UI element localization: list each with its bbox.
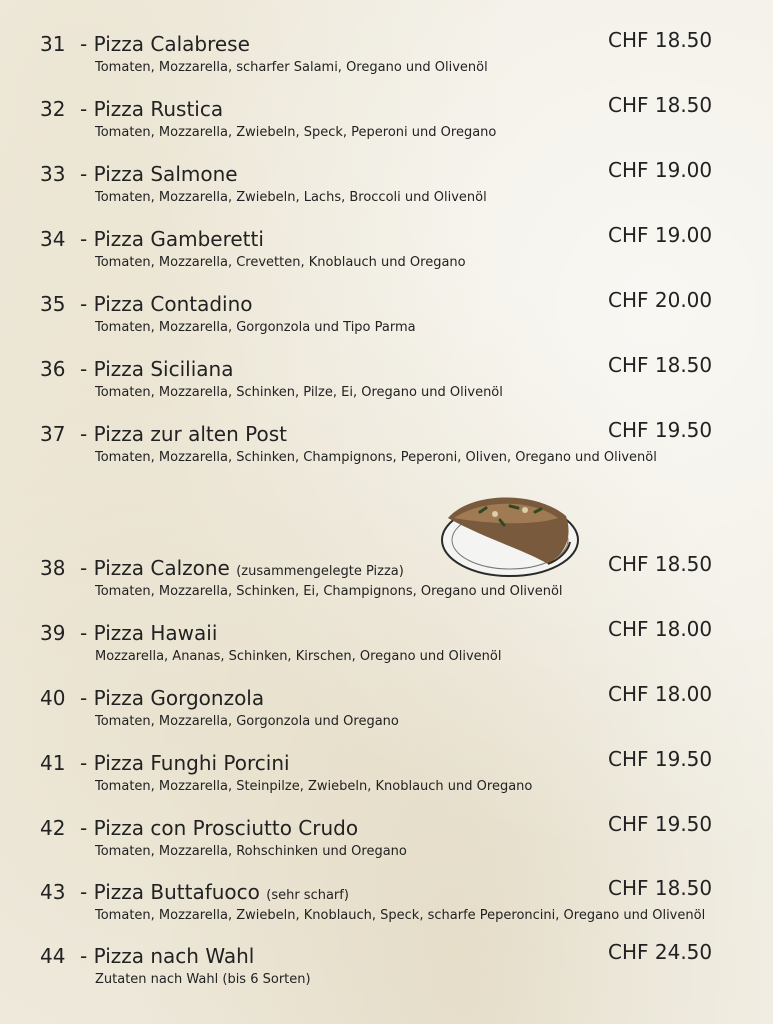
item-title: - Pizza Salmone — [80, 162, 238, 186]
item-price: CHF 19.50 — [608, 812, 713, 836]
item-price: CHF 19.50 — [608, 747, 713, 771]
item-title: - Pizza Funghi Porcini — [80, 751, 290, 775]
menu-item-43 — [0, 876, 773, 940]
menu-item-36 — [0, 353, 773, 417]
item-title: - Pizza Contadino — [80, 292, 253, 316]
item-price: CHF 18.50 — [608, 28, 713, 52]
item-number: 42 — [40, 816, 66, 840]
menu-item-33 — [0, 158, 773, 222]
item-description: Tomaten, Mozzarella, Rohschinken und Oregano — [95, 844, 407, 859]
item-price: CHF 19.00 — [608, 223, 713, 247]
menu-item-35 — [0, 288, 773, 352]
item-description: Zutaten nach Wahl (bis 6 Sorten) — [95, 972, 311, 987]
item-description: Tomaten, Mozzarella, Zwiebeln, Lachs, Broccoli und Olivenöl — [95, 190, 487, 205]
item-number: 33 — [40, 162, 66, 186]
menu-item-38 — [0, 552, 773, 616]
item-title: - Pizza Rustica — [80, 97, 224, 121]
item-number: 40 — [40, 686, 66, 710]
item-description: Tomaten, Mozzarella, Zwiebeln, Speck, Peperoni und Oregano — [95, 125, 497, 140]
item-number: 35 — [40, 292, 66, 316]
item-note: (sehr scharf) — [266, 888, 349, 903]
item-description: Tomaten, Mozzarella, Crevetten, Knoblauch und Oregano — [95, 255, 466, 270]
item-price: CHF 18.50 — [608, 876, 713, 900]
menu-item-42 — [0, 812, 773, 876]
item-title: - Pizza Hawaii — [80, 621, 218, 645]
item-price: CHF 20.00 — [608, 288, 713, 312]
item-price: CHF 18.00 — [608, 682, 713, 706]
item-number: 31 — [40, 32, 66, 56]
menu-item-37 — [0, 418, 773, 482]
item-price: CHF 24.50 — [608, 940, 713, 964]
item-title: - Pizza Siciliana — [80, 357, 234, 381]
menu-item-40 — [0, 682, 773, 746]
item-price: CHF 18.50 — [608, 93, 713, 117]
menu-item-31 — [0, 28, 773, 92]
item-number: 38 — [40, 556, 66, 580]
item-title: - Pizza Gorgonzola — [80, 686, 265, 710]
item-number: 34 — [40, 227, 66, 251]
item-number: 43 — [40, 880, 66, 904]
item-price: CHF 18.00 — [608, 617, 713, 641]
item-number: 41 — [40, 751, 66, 775]
item-description: Tomaten, Mozzarella, Schinken, Pilze, Ei, Oregano und Olivenöl — [95, 385, 503, 400]
menu-item-39 — [0, 617, 773, 681]
item-note: (zusammengelegte Pizza) — [236, 564, 404, 579]
item-number: 44 — [40, 944, 66, 968]
item-title: - Pizza Buttafuoco (sehr scharf) — [80, 880, 349, 904]
item-title: - Pizza Calabrese — [80, 32, 250, 56]
item-price: CHF 19.00 — [608, 158, 713, 182]
item-description: Tomaten, Mozzarella, Schinken, Champignons, Peperoni, Oliven, Oregano und Olivenöl — [95, 450, 657, 465]
item-number: 37 — [40, 422, 66, 446]
item-number: 36 — [40, 357, 66, 381]
item-title: - Pizza Calzone (zusammengelegte Pizza) — [80, 556, 404, 580]
item-description: Tomaten, Mozzarella, Schinken, Ei, Champignons, Oregano und Olivenöl — [95, 584, 563, 599]
item-description: Tomaten, Mozzarella, Gorgonzola und Tipo Parma — [95, 320, 416, 335]
item-description: Tomaten, Mozzarella, scharfer Salami, Oregano und Olivenöl — [95, 60, 488, 75]
item-price: CHF 18.50 — [608, 552, 713, 576]
item-description: Tomaten, Mozzarella, Steinpilze, Zwiebeln, Knoblauch und Oregano — [95, 779, 533, 794]
item-description: Tomaten, Mozzarella, Zwiebeln, Knoblauch, Speck, scharfe Peperoncini, Oregano und Olivenöl — [95, 908, 706, 923]
menu-item-32 — [0, 93, 773, 157]
menu-item-44 — [0, 940, 773, 1004]
item-description: Tomaten, Mozzarella, Gorgonzola und Oregano — [95, 714, 399, 729]
item-title: - Pizza zur alten Post — [80, 422, 287, 446]
item-number: 39 — [40, 621, 66, 645]
item-price: CHF 19.50 — [608, 418, 713, 442]
item-title: - Pizza Gamberetti — [80, 227, 264, 251]
item-title: - Pizza nach Wahl — [80, 944, 255, 968]
menu-item-41 — [0, 747, 773, 811]
menu-item-34 — [0, 223, 773, 287]
item-description: Mozzarella, Ananas, Schinken, Kirschen, Oregano und Olivenöl — [95, 649, 502, 664]
item-number: 32 — [40, 97, 66, 121]
item-price: CHF 18.50 — [608, 353, 713, 377]
item-title: - Pizza con Prosciutto Crudo — [80, 816, 359, 840]
